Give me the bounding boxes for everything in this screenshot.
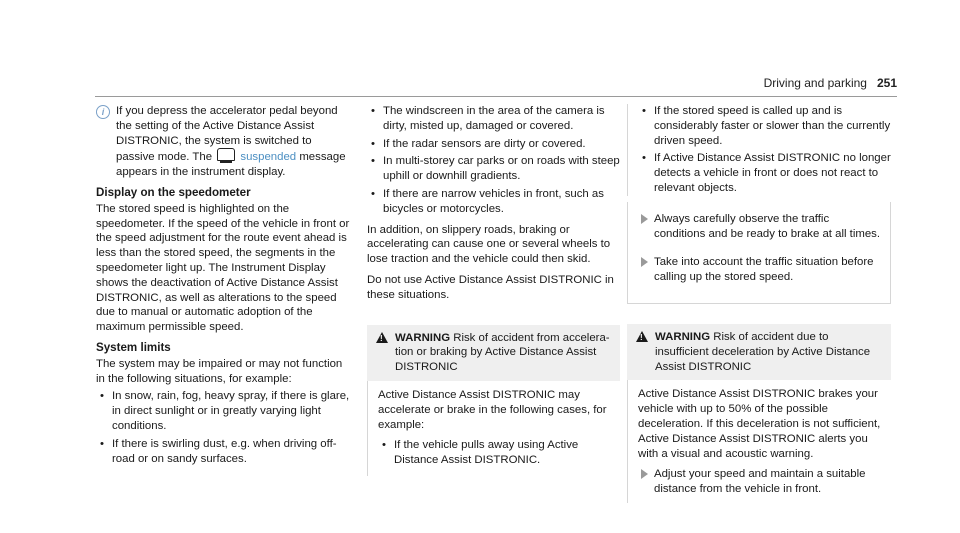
warning-header: [367, 325, 620, 381]
column-2: [367, 104, 620, 476]
page-number: 251: [876, 76, 897, 90]
action-arrow-icon: [641, 257, 648, 267]
warning-triangle-icon: [636, 331, 648, 342]
list-item: • If the radar sensors are dirty or covered.: [367, 137, 620, 152]
limits-list: [96, 389, 351, 466]
action-item: [638, 212, 882, 242]
slippery-roads-text: In addition, on slippery roads, braking or accelerating can cause one or several wheels to lose traction and the vehicle could then skid.: [367, 223, 611, 266]
list-item: • If Active Distance Assist DISTRONIC no longer detects a vehicle in front or does not react to relevant objects.: [638, 151, 891, 195]
warning-text: Active Distance Assist DISTRONIC brakes your vehicle with up to 50% of the possible deceleration. If this deceleration is not sufficient, Active Distance Assist DISTRONIC alerts you with a visual and acoustic warning.: [638, 388, 881, 460]
note-line: If you depress the accelerator pedal beyond: [116, 105, 338, 117]
info-icon: i: [96, 105, 110, 119]
do-not-use-text: Do not use Active Distance Assist DISTRONIC in these situations.: [367, 273, 614, 301]
warning-list-continued: [638, 104, 891, 196]
warning-label: WARNING: [395, 331, 451, 344]
action-box: [627, 202, 891, 304]
warning-title: Risk of accident from accelera-tion or braking by Active Distance Assist DISTRONIC: [395, 331, 610, 374]
warning-box: [627, 324, 891, 503]
speedometer-heading: Display on the speedometer: [96, 185, 251, 199]
suspended-label: suspended: [240, 151, 297, 164]
warning-body: [628, 380, 891, 503]
note-line: the setting of the Active Distance Assist: [116, 119, 315, 132]
limits-list-continued: [367, 104, 620, 217]
action-text: Adjust your speed and maintain a suitable distance from the vehicle in front.: [654, 468, 866, 496]
action-text: Take into account the traffic situation before calling up the stored speed.: [654, 256, 874, 284]
info-note: [96, 104, 351, 180]
list-item: • In multi-storey car parks or on roads with steep uphill or downhill gradients.: [367, 154, 620, 184]
action-item: [638, 255, 882, 285]
action-arrow-icon: [641, 469, 648, 479]
speedometer-text: The stored speed is highlighted on the speedometer. If the speed of the vehicle in front or the speed adjustment for the route event ahead is less than the stored speed, the segments in the speedometer light up. The Instrument Display shows the deactivation of Active Distance Assist DISTRONIC, as well as alterations to the speed due to manual or automatic adoption of the maximum permissible speed.: [96, 202, 350, 334]
column-1: [96, 104, 351, 472]
warning-title: Risk of accident due to insufficient deceleration by Active Distance Assist DISTRONIC: [655, 330, 871, 373]
action-text: Always carefully observe the traffic conditions and be ready to brake at all times.: [654, 212, 881, 240]
distronic-car-icon: [217, 148, 235, 161]
note-line: appears in the instrument display.: [116, 166, 286, 179]
note-line: mode. The: [157, 151, 213, 164]
warning-triangle-icon: [376, 332, 388, 343]
warning-header: [627, 324, 891, 380]
system-limits-heading: System limits: [96, 340, 171, 354]
warning-text: Active Distance Assist DISTRONIC may accelerate or brake in the following cases, for example:: [378, 388, 607, 431]
action-arrow-icon: [641, 214, 648, 224]
note-line: DISTRONIC, the system is switched to passive: [116, 134, 312, 164]
list-item: • If there are narrow vehicles in front, such as bicycles or motorcycles.: [367, 187, 620, 217]
list-item: • If the stored speed is called up and is considerably faster or slower than the currently driven speed.: [638, 104, 891, 148]
list-item: • If there is swirling dust, e.g. when driving off-road or on sandy surfaces.: [96, 437, 351, 467]
list-item: • If the vehicle pulls away using Active Distance Assist DISTRONIC.: [378, 438, 612, 468]
list-item: • In snow, rain, fog, heavy spray, if there is glare, in direct sunlight or in greatly varying light conditions.: [96, 389, 351, 433]
action-item: [638, 467, 883, 497]
system-limits-intro: The system may be impaired or may not function in the following situations, for example:: [96, 357, 343, 385]
warning-body: [368, 381, 620, 476]
warning-list: [378, 438, 612, 468]
header-rule: [95, 96, 897, 97]
list-item: • The windscreen in the area of the camera is dirty, misted up, damaged or covered.: [367, 104, 620, 134]
action-list: [638, 202, 882, 285]
section-title: Driving and parking: [763, 76, 867, 90]
warning-box: [367, 325, 620, 476]
page-header: [764, 76, 897, 90]
column-3: [638, 104, 891, 503]
warning-continued: [627, 104, 891, 196]
warning-label: WARNING: [655, 330, 711, 343]
note-line: message: [299, 151, 346, 164]
